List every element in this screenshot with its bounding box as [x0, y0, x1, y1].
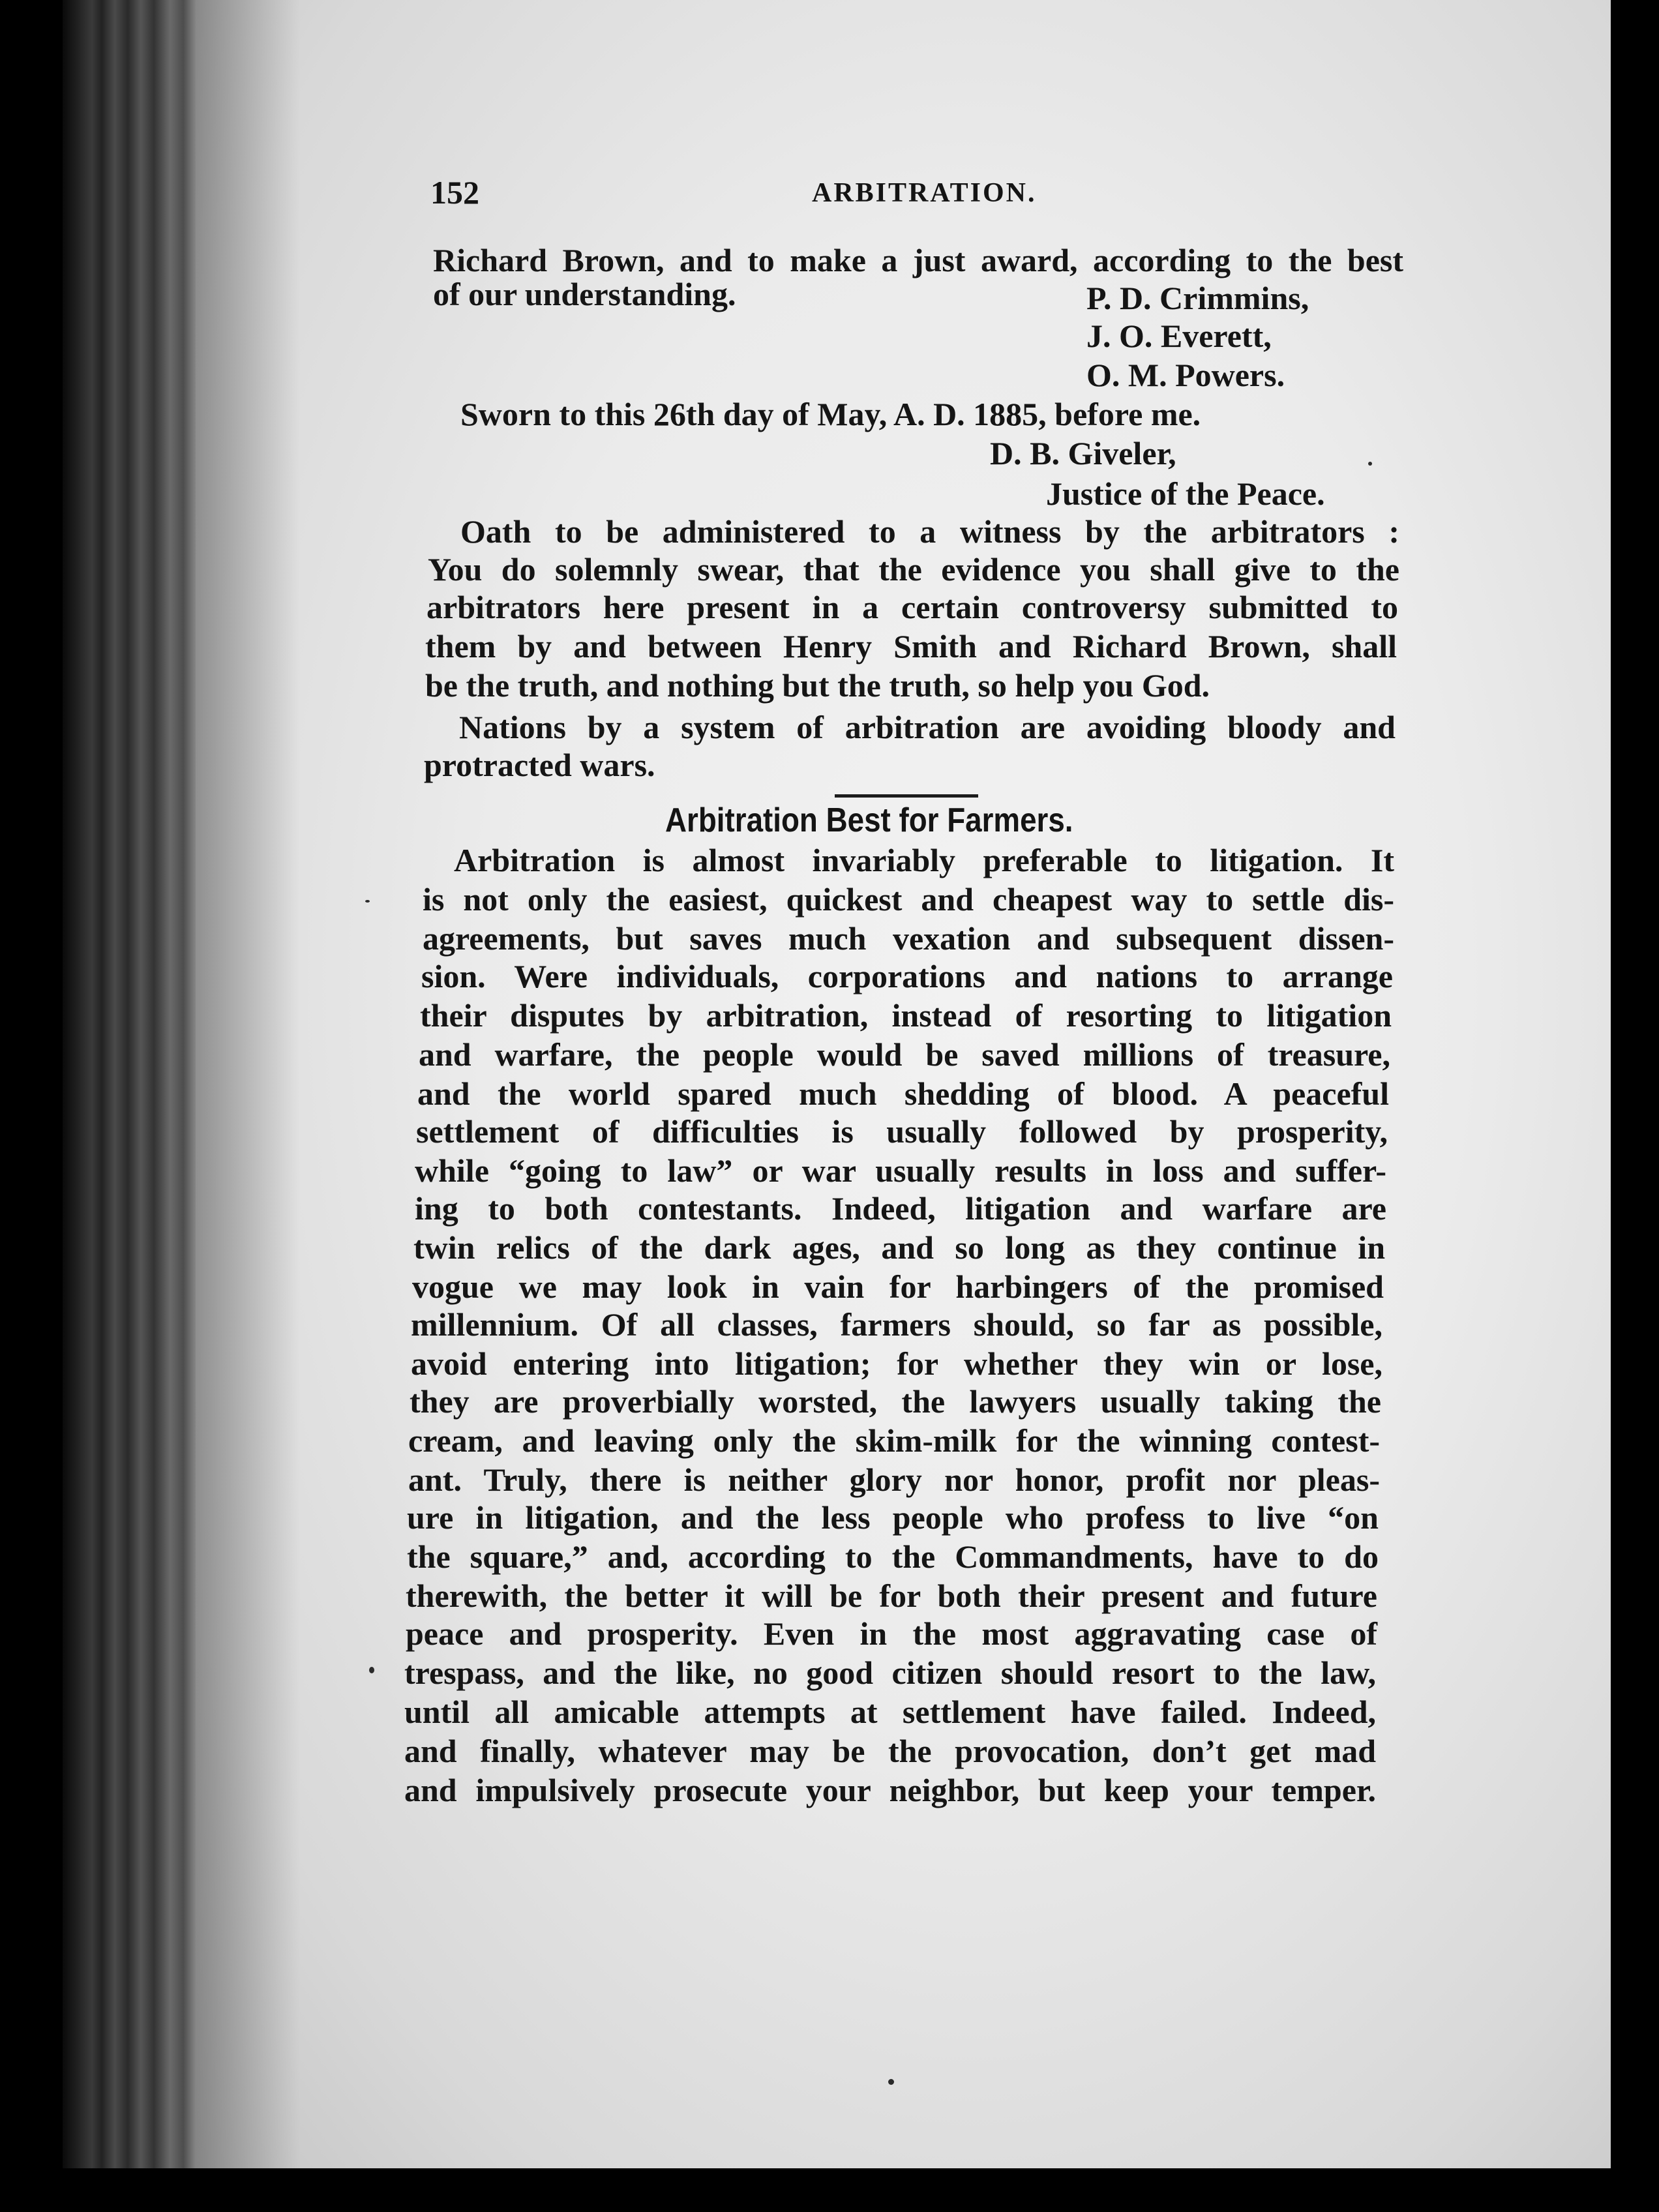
- text-line: their disputes by arbitration, instead of resorting to litigation: [420, 997, 1392, 1034]
- text-line: is not only the easiest, quickest and cheapest way to settle dis-: [423, 881, 1394, 918]
- sworn-line: Sworn to this 26th day of May, A. D. 1885, before me.: [460, 396, 1201, 432]
- page-number: 152: [430, 174, 479, 211]
- text-line: cream, and leaving only the skim-milk for the winning contest-: [408, 1422, 1380, 1459]
- text-line: agreements, but saves much vexation and subsequent dissen-: [423, 920, 1394, 957]
- text-line: therewith, the better it will be for both their present and future: [406, 1577, 1377, 1614]
- scan-border-bottom: [0, 2168, 1659, 2212]
- text-line: they are proverbially worsted, the lawyers usually taking the: [410, 1383, 1381, 1420]
- text-line: of our understanding.: [433, 276, 736, 312]
- signatory-name: O. M. Powers.: [1086, 357, 1285, 393]
- text-line: arbitrators here present in a certain controversy submitted to: [426, 589, 1398, 625]
- section-heading: Arbitration Best for Farmers.: [665, 801, 1073, 839]
- justice-title: Justice of the Peace.: [1046, 475, 1325, 512]
- text-line: peace and prosperity. Even in the most aggravating case of: [406, 1615, 1377, 1652]
- text-line: You do solemnly swear, that the evidence you shall give to the: [428, 551, 1399, 588]
- book-spine-edge: [63, 0, 206, 2212]
- text-line: and the world spared much shedding of blood. A peaceful: [417, 1075, 1389, 1112]
- page-gutter-shadow: [196, 0, 300, 2172]
- text-line: millennium. Of all classes, farmers should, so far as possible,: [411, 1306, 1382, 1343]
- text-line: settlement of difficulties is usually followed by prosperity,: [416, 1113, 1388, 1150]
- signatory-name: J. O. Everett,: [1086, 318, 1272, 354]
- scan-speck: [365, 900, 370, 903]
- scan-border-right: [1611, 0, 1659, 2212]
- text-line: avoid entering into litigation; for whether they win or lose,: [411, 1345, 1382, 1382]
- text-line: sion. Were individuals, corporations and nations to arrange: [421, 958, 1393, 994]
- text-line: until all amicable attempts at settlement have failed. Indeed,: [404, 1694, 1376, 1730]
- text-line: twin relics of the dark ages, and so long as they continue in: [413, 1229, 1385, 1266]
- text-line: ing to both contestants. Indeed, litigation and warfare are: [415, 1190, 1386, 1227]
- text-line: them by and between Henry Smith and Richard Brown, shall: [425, 628, 1397, 665]
- text-line: ant. Truly, there is neither glory nor honor, profit nor pleas-: [408, 1461, 1380, 1498]
- text-line: Arbitration is almost invariably preferable to litigation. It: [454, 842, 1394, 878]
- text-line: ure in litigation, and the less people who profess to live “on: [407, 1499, 1379, 1536]
- text-line: and impulsively prosecute your neighbor, but keep your temper.: [404, 1772, 1376, 1808]
- signatory-name: P. D. Crimmins,: [1086, 280, 1309, 316]
- text-line: the square,” and, according to the Commandments, have to do: [407, 1538, 1379, 1575]
- scan-speck: [1368, 462, 1372, 466]
- text-line: Nations by a system of arbitration are avoiding bloody and: [459, 709, 1396, 745]
- text-line: trespass, and the like, no good citizen should resort to the law,: [404, 1654, 1376, 1691]
- text-line: while “going to law” or war usually results in loss and suffer-: [415, 1152, 1386, 1189]
- text-line: and finally, whatever may be the provocation, don’t get mad: [404, 1733, 1376, 1769]
- scan-speck: [369, 1667, 374, 1673]
- text-line: protracted wars.: [424, 747, 655, 783]
- section-divider: [835, 794, 978, 798]
- text-line: Richard Brown, and to make a just award, according to the best: [433, 242, 1403, 278]
- text-line: vogue we may look in vain for harbingers of the promised: [412, 1268, 1384, 1305]
- text-line: and warfare, the people would be saved millions of treasure,: [419, 1036, 1390, 1073]
- text-line: be the truth, and nothing but the truth, so help you God.: [425, 667, 1210, 704]
- running-title: ARBITRATION.: [812, 178, 1037, 208]
- justice-name: D. B. Giveler,: [990, 435, 1176, 471]
- scan-speck: [888, 2079, 894, 2085]
- text-line: Oath to be administered to a witness by the arbitrators :: [460, 513, 1399, 550]
